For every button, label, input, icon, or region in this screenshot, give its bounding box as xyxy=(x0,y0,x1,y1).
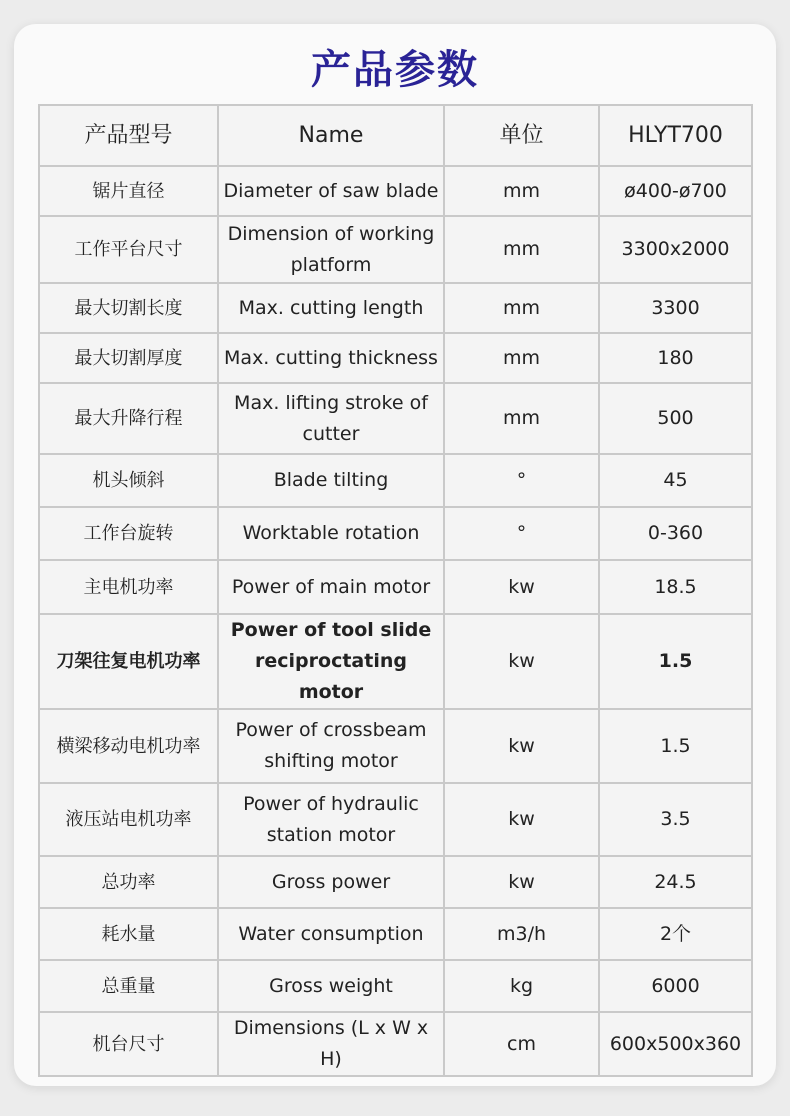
param-unit: ° xyxy=(444,454,599,507)
param-unit: mm xyxy=(444,333,599,383)
param-name: Gross power xyxy=(218,856,444,908)
table-row xyxy=(39,960,752,1012)
param-unit: kw xyxy=(444,560,599,614)
param-value: 2个 xyxy=(599,908,752,960)
param-name: Water consumption xyxy=(218,908,444,960)
param-value: 6000 xyxy=(599,960,752,1012)
param-name: Gross weight xyxy=(218,960,444,1012)
param-zh: 总功率 xyxy=(39,856,218,908)
param-value: 1.5 xyxy=(599,614,752,709)
spec-table xyxy=(38,104,753,1077)
param-value: 18.5 xyxy=(599,560,752,614)
param-zh: 最大切割厚度 xyxy=(39,333,218,383)
page-title: 产品参数 xyxy=(311,47,479,93)
param-name: Power of tool slide reciproctating motor xyxy=(218,614,444,709)
table-row xyxy=(39,709,752,783)
param-value: 3.5 xyxy=(599,783,752,856)
header-model: 产品型号 xyxy=(39,105,218,166)
param-zh: 主电机功率 xyxy=(39,560,218,614)
param-zh: 机头倾斜 xyxy=(39,454,218,507)
param-name: Power of main motor xyxy=(218,560,444,614)
table-row xyxy=(39,856,752,908)
param-unit: mm xyxy=(444,166,599,216)
param-name: Dimensions (L x W x H) xyxy=(218,1012,444,1076)
param-value: 1.5 xyxy=(599,709,752,783)
table-row xyxy=(39,908,752,960)
param-unit: kw xyxy=(444,614,599,709)
param-name: Power of crossbeam shifting motor xyxy=(218,709,444,783)
table-row xyxy=(39,614,752,709)
table-header-row xyxy=(39,105,752,166)
param-value: 45 xyxy=(599,454,752,507)
header-hlyt700: HLYT700 xyxy=(599,105,752,166)
param-name: Blade tilting xyxy=(218,454,444,507)
table-row xyxy=(39,383,752,454)
param-unit: kw xyxy=(444,709,599,783)
table-row xyxy=(39,454,752,507)
param-value: 24.5 xyxy=(599,856,752,908)
table-row xyxy=(39,507,752,560)
param-value: 3300x2000 xyxy=(599,216,752,283)
param-unit: cm xyxy=(444,1012,599,1076)
param-value: 3300 xyxy=(599,283,752,333)
param-name: Max. cutting thickness xyxy=(218,333,444,383)
param-name: Worktable rotation xyxy=(218,507,444,560)
table-row xyxy=(39,560,752,614)
param-value: ø400-ø700 xyxy=(599,166,752,216)
param-value: 180 xyxy=(599,333,752,383)
param-name: Power of hydraulic station motor xyxy=(218,783,444,856)
param-zh: 横梁移动电机功率 xyxy=(39,709,218,783)
param-unit: kw xyxy=(444,783,599,856)
param-name: Max. lifting stroke of cutter xyxy=(218,383,444,454)
param-zh: 工作平台尺寸 xyxy=(39,216,218,283)
table-row xyxy=(39,283,752,333)
param-name: Dimension of working platform xyxy=(218,216,444,283)
param-value: 500 xyxy=(599,383,752,454)
param-value: 600x500x360 xyxy=(599,1012,752,1076)
param-unit: mm xyxy=(444,383,599,454)
param-name: Max. cutting length xyxy=(218,283,444,333)
param-unit: mm xyxy=(444,216,599,283)
param-zh: 最大升降行程 xyxy=(39,383,218,454)
param-name: Diameter of saw blade xyxy=(218,166,444,216)
param-zh: 最大切割长度 xyxy=(39,283,218,333)
param-unit: kw xyxy=(444,856,599,908)
param-unit: mm xyxy=(444,283,599,333)
param-unit: ° xyxy=(444,507,599,560)
param-zh: 机台尺寸 xyxy=(39,1012,218,1076)
param-zh: 耗水量 xyxy=(39,908,218,960)
table-row xyxy=(39,1012,752,1076)
header-unit: 单位 xyxy=(444,105,599,166)
param-unit: m3/h xyxy=(444,908,599,960)
param-zh: 刀架往复电机功率 xyxy=(39,614,218,709)
table-row xyxy=(39,216,752,283)
param-zh: 液压站电机功率 xyxy=(39,783,218,856)
param-value: 0-360 xyxy=(599,507,752,560)
param-zh: 工作台旋转 xyxy=(39,507,218,560)
table-row xyxy=(39,166,752,216)
param-unit: kg xyxy=(444,960,599,1012)
table-row xyxy=(39,333,752,383)
table-row xyxy=(39,783,752,856)
param-zh: 锯片直径 xyxy=(39,166,218,216)
header-name: Name xyxy=(218,105,444,166)
param-zh: 总重量 xyxy=(39,960,218,1012)
